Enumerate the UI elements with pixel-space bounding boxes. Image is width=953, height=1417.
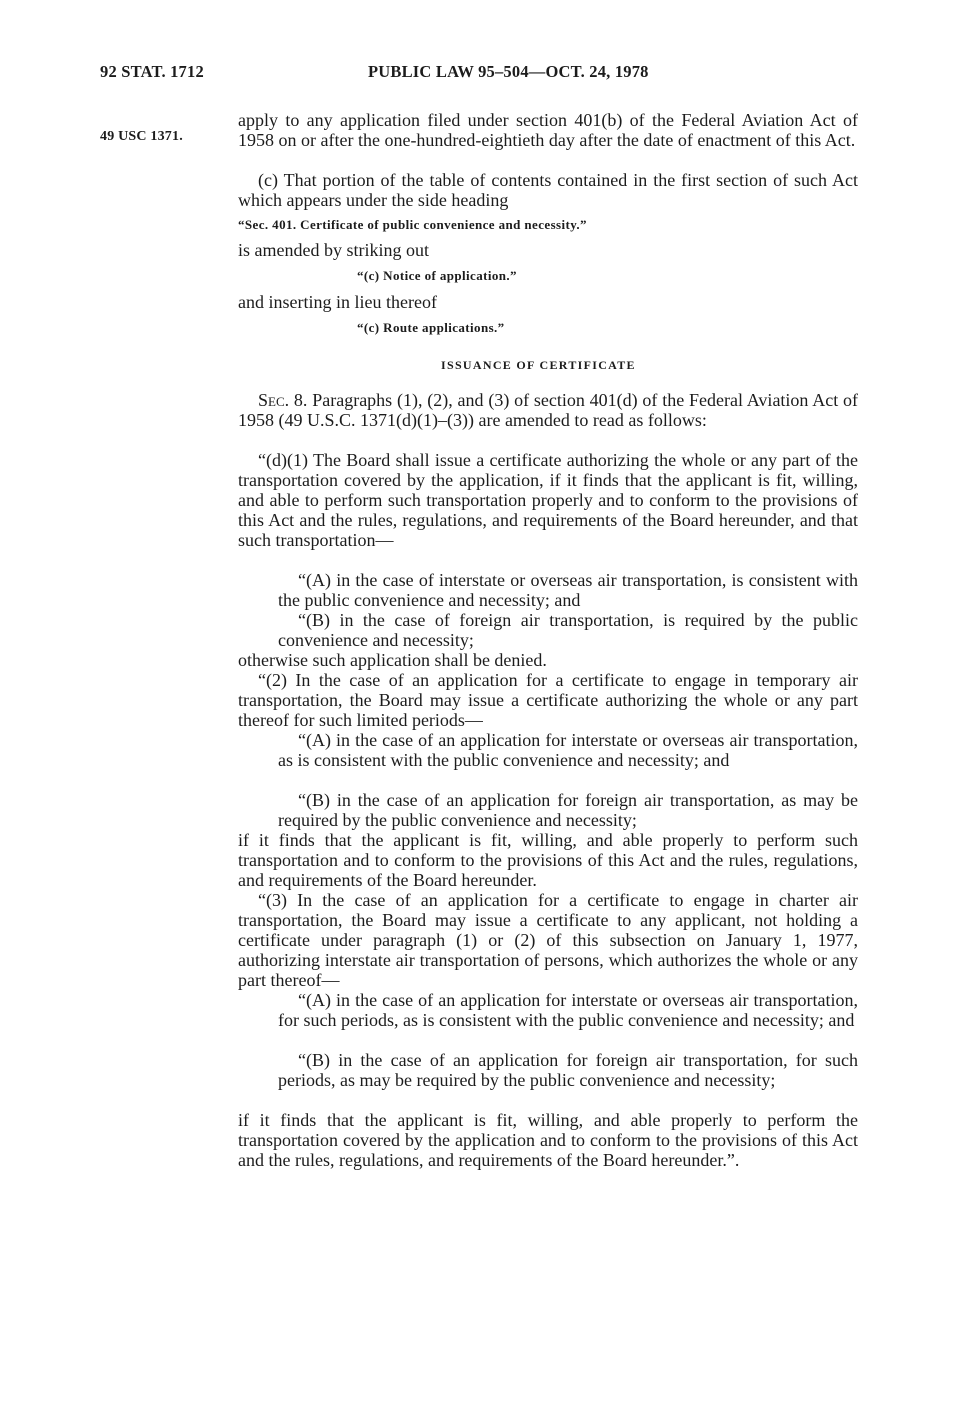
quoted-route-applications: “(c) Route applications.” xyxy=(357,320,505,335)
sec-8-text: Paragraphs (1), (2), and (3) of section 401(d) of the Federal Aviation Act of 1958 (49 U.S.C. 1371(d)(1)–(3)) are amended to read as follows: xyxy=(238,390,859,430)
paragraph-3-b: “(B) in the case of an application for foreign air transportation, for such periods, as may be required by the public convenience and necessity; xyxy=(278,1050,858,1090)
paragraph-d-1-a: “(A) in the case of interstate or overseas air transportation, is consistent with the public convenience and necessity; and xyxy=(278,570,858,610)
paragraph-c-table-of-contents: (c) That portion of the table of contents contained in the first section of such Act which appears under the side heading xyxy=(238,170,858,210)
quoted-notice-of-application: “(c) Notice of application.” xyxy=(357,268,517,283)
paragraph-striking-out: is amended by striking out xyxy=(238,240,429,260)
public-law-title: PUBLIC LAW 95–504—OCT. 24, 1978 xyxy=(368,62,649,81)
stat-page-number: 92 STAT. 1712 xyxy=(100,62,204,81)
paragraph-2-temporary: “(2) In the case of an application for a certificate to engage in temporary air transportation, the Board may issue a certificate authorizing the whole or any part thereof for such limited periods— xyxy=(238,670,858,730)
paragraph-3-charter: “(3) In the case of an application for a certificate to engage in charter air transportation, the Board may issue a certificate to any applicant, not holding a certificate under paragraph (1) or (2) of this subsection on January 1, 1977, authorizing interstate air transportation of persons, which authorizes the whole or any part thereof— xyxy=(238,890,858,990)
paragraph-sec-8 xyxy=(238,390,858,430)
page-header xyxy=(100,62,720,86)
margin-citation: 49 USC 1371. xyxy=(100,129,183,144)
paragraph-apply: apply to any application filed under section 401(b) of the Federal Aviation Act of 1958 on or after the one-hundred-eightieth day after the date of enactment of this Act. xyxy=(238,110,858,150)
paragraph-inserting: and inserting in lieu thereof xyxy=(238,292,437,312)
paragraph-2-a: “(A) in the case of an application for interstate or overseas air transportation, as is consistent with the public convenience and necessity; and xyxy=(278,730,858,770)
paragraph-2-if-it-finds: if it finds that the applicant is fit, willing, and able properly to perform such transportation and to conform to the provisions of this Act and the rules, regulations, and requirements of the Board hereunder. xyxy=(238,830,858,890)
paragraph-3-if-it-finds: if it finds that the applicant is fit, willing, and able properly to perform the transportation covered by the application and to conform to the provisions of this Act and the rules, regulations, and requirements of the Board hereunder.”. xyxy=(238,1110,858,1170)
paragraph-2-b: “(B) in the case of an application for foreign air transportation, as may be required by the public convenience and necessity; xyxy=(278,790,858,830)
paragraph-d-1: “(d)(1) The Board shall issue a certificate authorizing the whole or any part of the transportation covered by the application, if it finds that the applicant is fit, willing, and able to perform such transportation properly and to conform to the provisions of this Act and the rules, regulations, and requirements of the Board hereunder, and that such transportation— xyxy=(238,450,858,550)
section-heading: ISSUANCE OF CERTIFICATE xyxy=(441,358,636,372)
paragraph-3-a: “(A) in the case of an application for interstate or overseas air transportation, for such periods, as is consistent with the public convenience and necessity; and xyxy=(278,990,858,1030)
section-label: Sec. 8. xyxy=(258,390,308,410)
paragraph-d-1-b: “(B) in the case of foreign air transportation, is required by the public convenience and necessity; xyxy=(278,610,858,650)
quoted-side-heading: “Sec. 401. Certificate of public convenience and necessity.” xyxy=(238,217,587,232)
paragraph-otherwise-denied: otherwise such application shall be denied. xyxy=(238,650,547,670)
